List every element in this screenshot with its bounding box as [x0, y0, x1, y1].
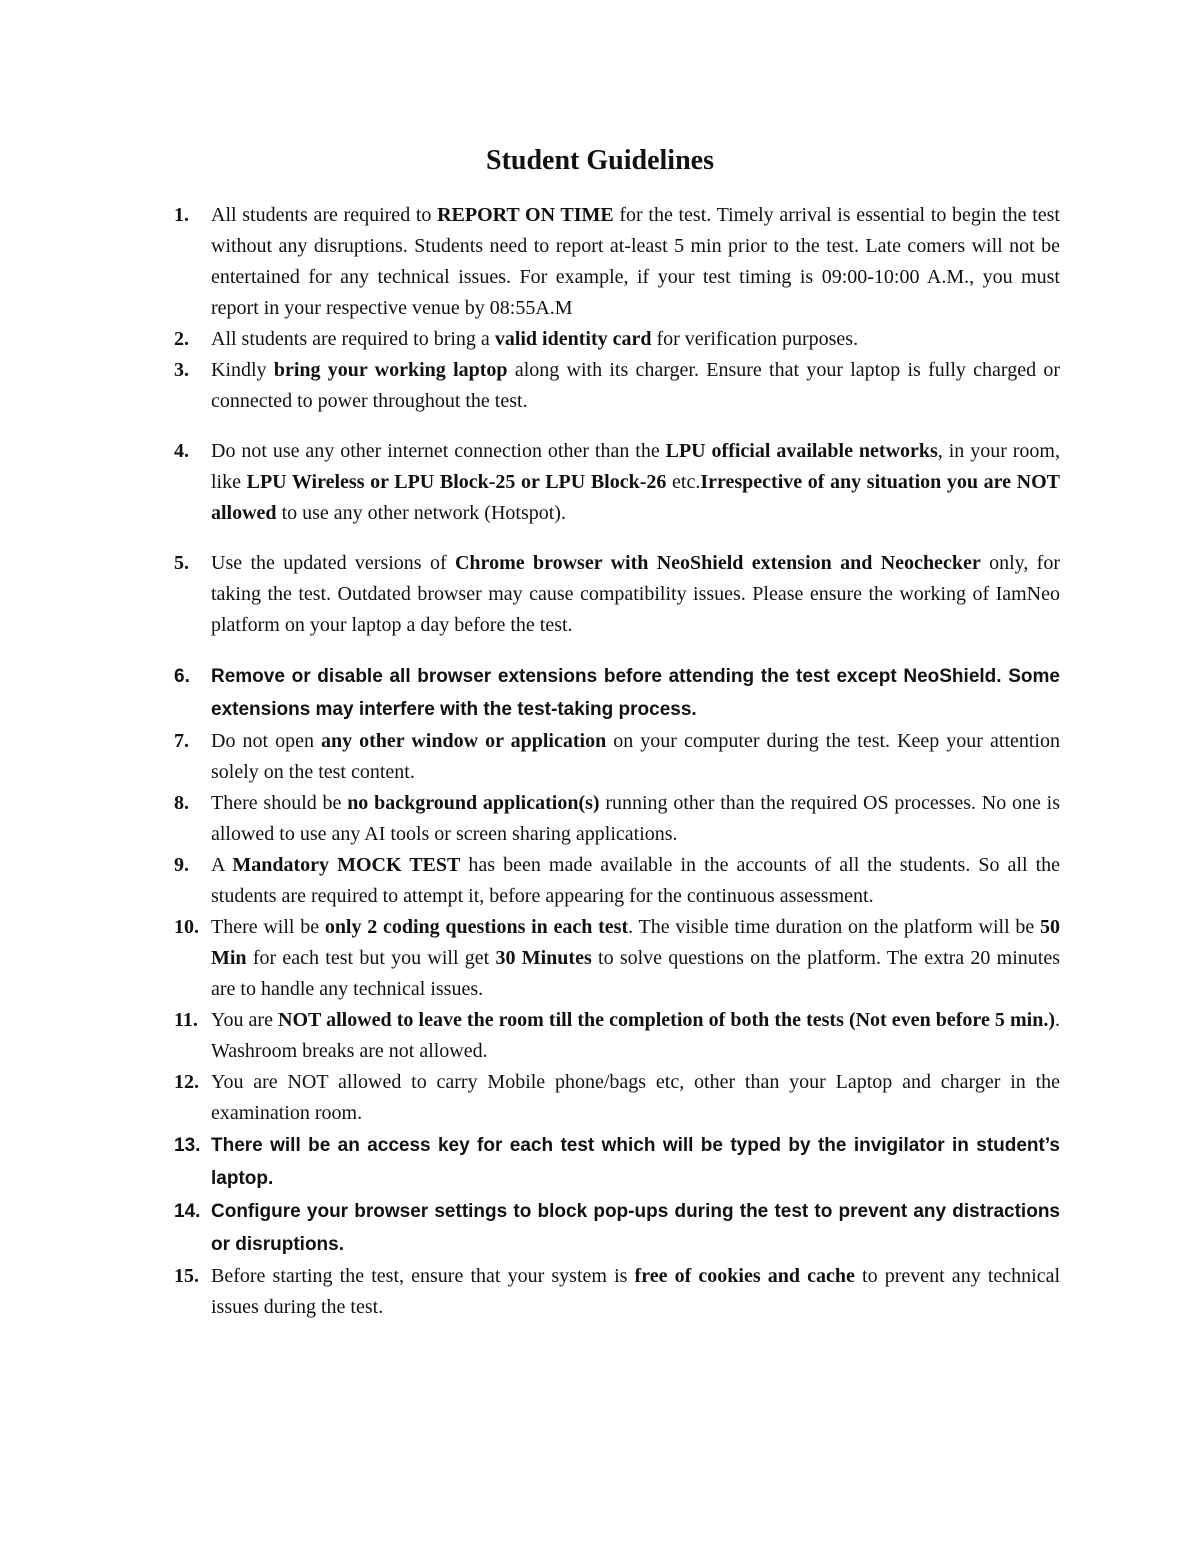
text-segment: Before starting the test, ensure that your system is	[211, 1265, 635, 1287]
item-number: 14.	[174, 1201, 201, 1222]
text-segment: only, for taking the test. Outdated browser may cause compatibility issues. Please ensure the working of IamNeo platform on your laptop a day before the test.	[211, 552, 1061, 636]
text-segment: , in your room, like	[211, 440, 1060, 493]
item-text	[211, 359, 1060, 412]
guideline-item	[160, 850, 1060, 912]
item-number: 12.	[174, 1071, 199, 1093]
item-number: 9.	[174, 854, 189, 876]
item-number: 11.	[174, 1009, 198, 1031]
text-segment: Kindly	[211, 359, 274, 381]
text-segment: for verification purposes.	[651, 328, 859, 350]
text-segment: for each test but you will get	[246, 947, 496, 969]
bold-text-segment: any other window or application	[320, 730, 607, 752]
guideline-item	[160, 726, 1060, 788]
item-text	[211, 1201, 1060, 1255]
bold-text-segment: 50 Min	[211, 916, 1060, 969]
item-text	[211, 440, 1060, 524]
bold-text-segment: bring your working laptop	[273, 359, 508, 381]
bold-text-segment: only 2 coding questions in each test	[324, 916, 629, 938]
text-segment: You are NOT allowed to carry Mobile phone/bags etc, other than your Laptop and charger in the examination room.	[211, 1071, 1060, 1124]
item-number: 10.	[174, 916, 199, 938]
guideline-item	[160, 436, 1060, 529]
item-number: 4.	[174, 440, 189, 462]
guideline-item	[160, 1261, 1060, 1323]
bold-text-segment: LPU Wireless or LPU Block-25 or LPU Block-26	[246, 471, 667, 493]
item-text	[211, 854, 1060, 907]
item-text	[211, 792, 1060, 845]
text-segment: for the test. Timely arrival is essential to begin the test without any disruptions. Students need to report at-least 5 min prior to the test. Late comers will not be entertained for any technical issues. For example, if your test timing is 09:00-10:00 A.M., you must report in your respective venue by 08:55A.M	[211, 204, 1060, 319]
guideline-item	[160, 1195, 1060, 1261]
guidelines-list	[160, 200, 1060, 1323]
text-segment: There should be	[211, 792, 348, 814]
item-text	[211, 1135, 1060, 1189]
text-segment: has been made available in the accounts of all the students. So all the students are required to attempt it, before appearing for the continuous assessment.	[211, 854, 1061, 907]
item-number: 2.	[174, 328, 189, 350]
guideline-item	[160, 660, 1060, 726]
text-segment: All students are required to	[211, 204, 438, 226]
text-segment: A	[211, 854, 233, 876]
item-text	[211, 328, 858, 350]
item-number: 3.	[174, 359, 189, 381]
item-text	[211, 1009, 1060, 1062]
text-segment: You are	[211, 1009, 279, 1031]
text-segment: . Washroom breaks are not allowed.	[211, 1009, 1061, 1062]
guideline-item	[160, 912, 1060, 1005]
item-text	[211, 552, 1060, 636]
item-text	[211, 666, 1060, 720]
page-title: Student Guidelines	[486, 145, 714, 176]
text-segment: to prevent any technical issues during the test.	[211, 1265, 1060, 1318]
bold-text-segment: Configure your browser settings to block pop-ups during the test to prevent any distractions or disruptions.	[211, 1201, 1060, 1255]
item-text	[211, 1071, 1060, 1124]
guideline-item	[160, 200, 1060, 324]
item-text	[211, 916, 1060, 1000]
item-number: 5.	[174, 552, 189, 574]
bold-text-segment: LPU official available networks	[665, 440, 938, 462]
text-segment: on your computer during the test. Keep your attention solely on the test content.	[211, 730, 1060, 783]
guideline-item	[160, 1005, 1060, 1067]
bold-text-segment: 30 Minutes	[495, 947, 592, 969]
text-segment: Do not open	[211, 730, 321, 752]
item-number: 7.	[174, 730, 189, 752]
guideline-item	[160, 324, 1060, 355]
item-number: 6.	[174, 666, 190, 687]
text-segment: . The visible time duration on the platform will be	[628, 916, 1040, 938]
item-text	[211, 1265, 1060, 1318]
bold-text-segment: Mandatory MOCK TEST	[232, 854, 461, 876]
bold-text-segment: valid identity card	[494, 328, 652, 350]
bold-text-segment: NOT allowed to leave the room till the completion of both the tests (Not even before 5 min.)	[278, 1009, 1056, 1031]
text-segment: along with its charger. Ensure that your laptop is fully charged or connected to power throughout the test.	[211, 359, 1060, 412]
item-number: 13.	[174, 1135, 201, 1156]
guideline-item	[160, 1129, 1060, 1195]
bold-text-segment: free of cookies and cache	[634, 1265, 855, 1287]
text-segment: to solve questions on the platform. The extra 20 minutes are to handle any technical issues.	[211, 947, 1061, 1000]
bold-text-segment: There will be an access key for each test which will be typed by the invigilator in student’s laptop.	[211, 1135, 1060, 1189]
item-number: 15.	[174, 1265, 199, 1287]
item-text	[211, 730, 1060, 783]
bold-text-segment: no background application(s)	[347, 792, 600, 814]
text-segment: etc.	[666, 471, 701, 493]
item-number: 8.	[174, 792, 189, 814]
bold-text-segment: Remove or disable all browser extensions before attending the test except NeoShield. Some extensions may interfere with the test-taking process.	[211, 666, 1060, 720]
text-segment: running other than the required OS processes. No one is allowed to use any AI tools or screen sharing applications.	[211, 792, 1060, 845]
item-text	[211, 204, 1060, 319]
text-segment: to use any other network (Hotspot).	[276, 502, 566, 524]
text-segment: All students are required to bring a	[211, 328, 495, 350]
text-segment: Do not use any other internet connection other than the	[211, 440, 666, 462]
bold-text-segment: REPORT ON TIME	[437, 204, 614, 226]
guideline-item	[160, 1067, 1060, 1129]
bold-text-segment: Chrome browser with NeoShield extension and Neochecker	[454, 552, 981, 574]
item-number: 1.	[174, 204, 189, 226]
guideline-item	[160, 548, 1060, 641]
guideline-item	[160, 355, 1060, 417]
guideline-item	[160, 788, 1060, 850]
text-segment: Use the updated versions of	[211, 552, 455, 574]
bold-text-segment: Irrespective of any situation you are NOT allowed	[211, 471, 1060, 524]
text-segment: There will be	[211, 916, 325, 938]
